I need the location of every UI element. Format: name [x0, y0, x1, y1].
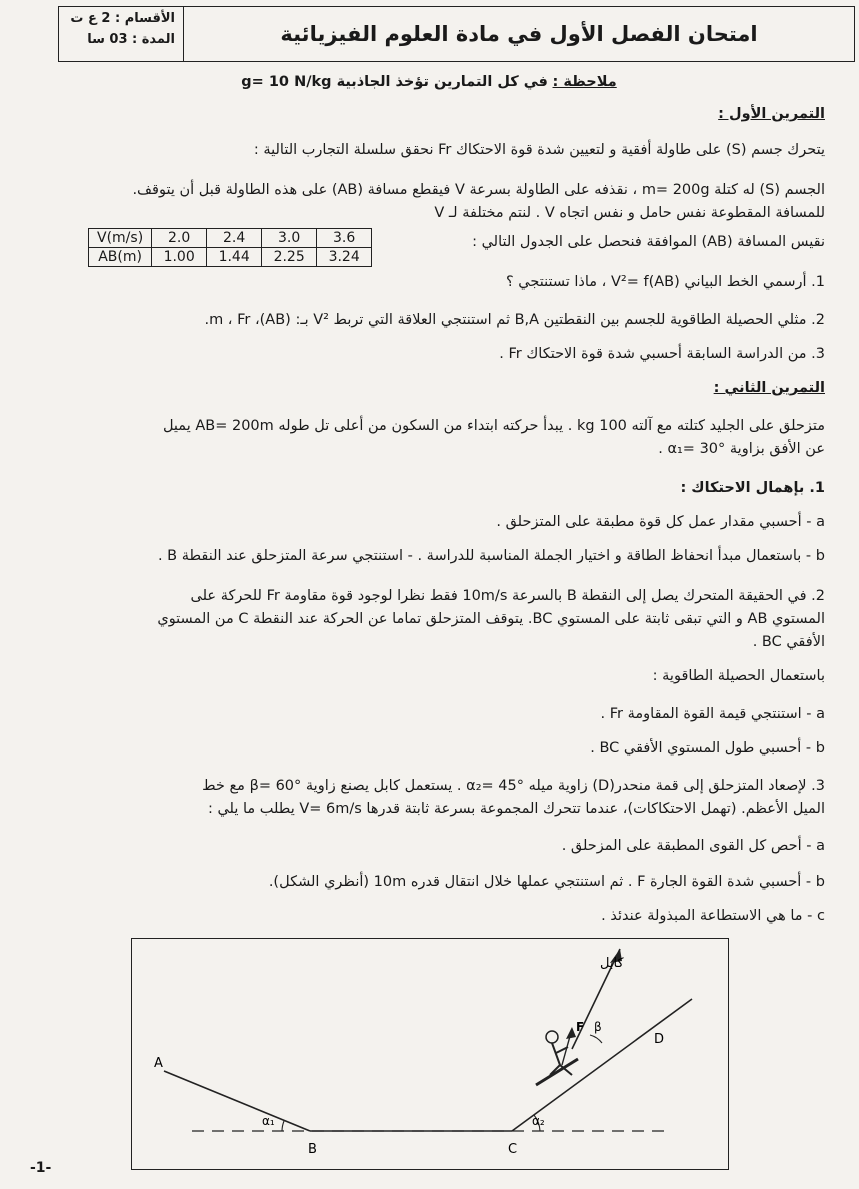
label-beta: β	[594, 1020, 602, 1034]
ex2-p3c: c - ما هي الاستطاعة المبذولة عندئذ .	[601, 908, 825, 924]
page-number: -1-	[30, 1160, 52, 1176]
table-cell: 3.0	[262, 229, 317, 248]
label-b: B	[308, 1142, 317, 1157]
exam-header	[58, 6, 855, 62]
ex2-p1b: b - باستعمال مبدأ انحفاظ الطاقة و اختيار الجملة المناسبة للدراسة . - استنتجي سرعة المتزحلق عند النقطة B .	[157, 548, 825, 564]
velocity-distance-table	[88, 228, 372, 267]
table-cell: V(m/s)	[89, 229, 152, 248]
ex2-p3a: a - أحص كل القوى المطبقة على المزحلق .	[561, 838, 825, 854]
ex2-p2-line3: الأفقي BC .	[752, 634, 825, 650]
ex2-intro1: متزحلق على الجليد كتلته مع آلته 100 kg . يبدأ حركته ابتداء من السكون من أعلى تل طوله AB= 200m يميل	[162, 418, 825, 434]
beta-arc	[590, 1035, 602, 1043]
label-alpha2: α₂	[532, 1114, 545, 1128]
ex2-p1a: a - أحسبي مقدار عمل كل قوة مطبقة على المتزحلق .	[496, 514, 825, 530]
table-cell: 2.0	[152, 229, 207, 248]
ex2-p2a: a - استنتجي قيمة القوة المقاومة Fr .	[600, 706, 825, 722]
ex1-line1: الجسم (S) له كتلة m= 200g ، نقذفه على الطاولة بسرعة V فيقطع مسافة (AB) على هذه الطاولة قبل أن يتوقف.	[132, 182, 825, 198]
table-row	[89, 229, 372, 248]
note-text: في كل التمارين تؤخذ الجاذبية g= 10 N/kg	[241, 74, 548, 90]
ex2-title: التمرين الثاني :	[713, 380, 825, 396]
ex2-p3b: b - أحسبي شدة القوة الجارة F . ثم استنتجي عملها خلال انتقال قدره 10m (أنظري الشكل).	[268, 874, 825, 890]
label-a: A	[154, 1056, 163, 1071]
label-force: F	[576, 1020, 585, 1034]
table-cell: 1.44	[207, 248, 262, 267]
ex1-intro: يتحرك جسم (S) على طاولة أفقية و لتعيين شدة قوة الاحتكاك Fr نحقق سلسلة التجارب التالية :	[253, 142, 825, 158]
table-cell: 1.00	[152, 248, 207, 267]
table-cell: 3.6	[317, 229, 372, 248]
slope-cd	[512, 999, 692, 1131]
label-c: C	[508, 1142, 518, 1157]
exam-title: امتحان الفصل الأول في مادة العلوم الفيزيائية	[280, 22, 758, 46]
ex2-p3-line2: الميل الأعظم. (تهمل الاحتكاكات)، عندما تتحرك المجموعة بسرعة ثابتة قدرها V= 6m/s يطلب ما يلي :	[207, 801, 825, 817]
note-label: ملاحظة :	[552, 74, 617, 90]
ex2-p3-line1: 3. لإصعاد المتزحلق إلى قمة منحدر(D) زاوية ميله α₂= 45° . يستعمل كابل يصنع زاوية β= 60° مع خط	[202, 778, 825, 794]
label-d: D	[654, 1032, 665, 1047]
ex2-p2-intro: باستعمال الحصيلة الطاقوية :	[652, 668, 825, 684]
ex2-p1: 1. بإهمال الاحتكاك :	[680, 480, 825, 496]
ex1-q3: 3. من الدراسة السابقة أحسبي شدة قوة الاحتكاك Fr .	[499, 346, 825, 362]
ex2-intro2: عن الأفق بزاوية α₁= 30° .	[658, 441, 825, 457]
ex1-title: التمرين الأول :	[718, 106, 825, 122]
ex2-p2-line2: المستوي AB و التي تبقى ثابتة على المستوي BC. يتوقف المتزحلق تماما عن الحركة عند النقطة C من المستوي	[157, 611, 825, 627]
table-cell: 2.4	[207, 229, 262, 248]
ski-slope-figure	[131, 938, 729, 1170]
slope-diagram	[132, 939, 728, 1169]
table-cell: 3.24	[317, 248, 372, 267]
skier-icon	[536, 1031, 578, 1085]
ex1-q2: 2. مثلي الحصيلة الطاقوية للجسم بين النقطتين B,A ثم استنتجي العلاقة التي تربط V² بـ: (AB)، m ، Fr.	[204, 312, 825, 328]
label-cable: كابل	[600, 956, 624, 971]
ex1-q1: 1. أرسمي الخط البياني V²= f(AB) ، ماذا تستنتجي ؟	[505, 274, 825, 290]
label-alpha1: α₁	[262, 1114, 275, 1128]
ex1-line2: للمسافة المقطوعة نفس حامل و نفس اتجاه V . لنتم مختلفة لـ V	[434, 205, 825, 221]
exam-info	[59, 7, 184, 61]
force-arrowhead	[566, 1027, 576, 1039]
exam-duration: المدة : 03 سا	[87, 32, 175, 47]
note	[59, 72, 799, 94]
ex2-p2b: b - أحسبي طول المستوي الأفقي BC .	[590, 740, 825, 756]
table-row	[89, 248, 372, 267]
slope-ab	[164, 1071, 310, 1131]
exam-section: الأقسام : 2 ع ت	[70, 11, 175, 26]
table-cell: 2.25	[262, 248, 317, 267]
ex1-line3: نقيس المسافة (AB) الموافقة فنحصل على الجدول التالي :	[472, 234, 825, 250]
ex2-p2-line1: 2. في الحقيقة المتحرك يصل إلى النقطة B بالسرعة 10m/s فقط نظرا لوجود قوة مقاومة Fr للحركة على	[190, 588, 825, 604]
table-cell: AB(m)	[89, 248, 152, 267]
alpha1-arc	[282, 1121, 284, 1131]
